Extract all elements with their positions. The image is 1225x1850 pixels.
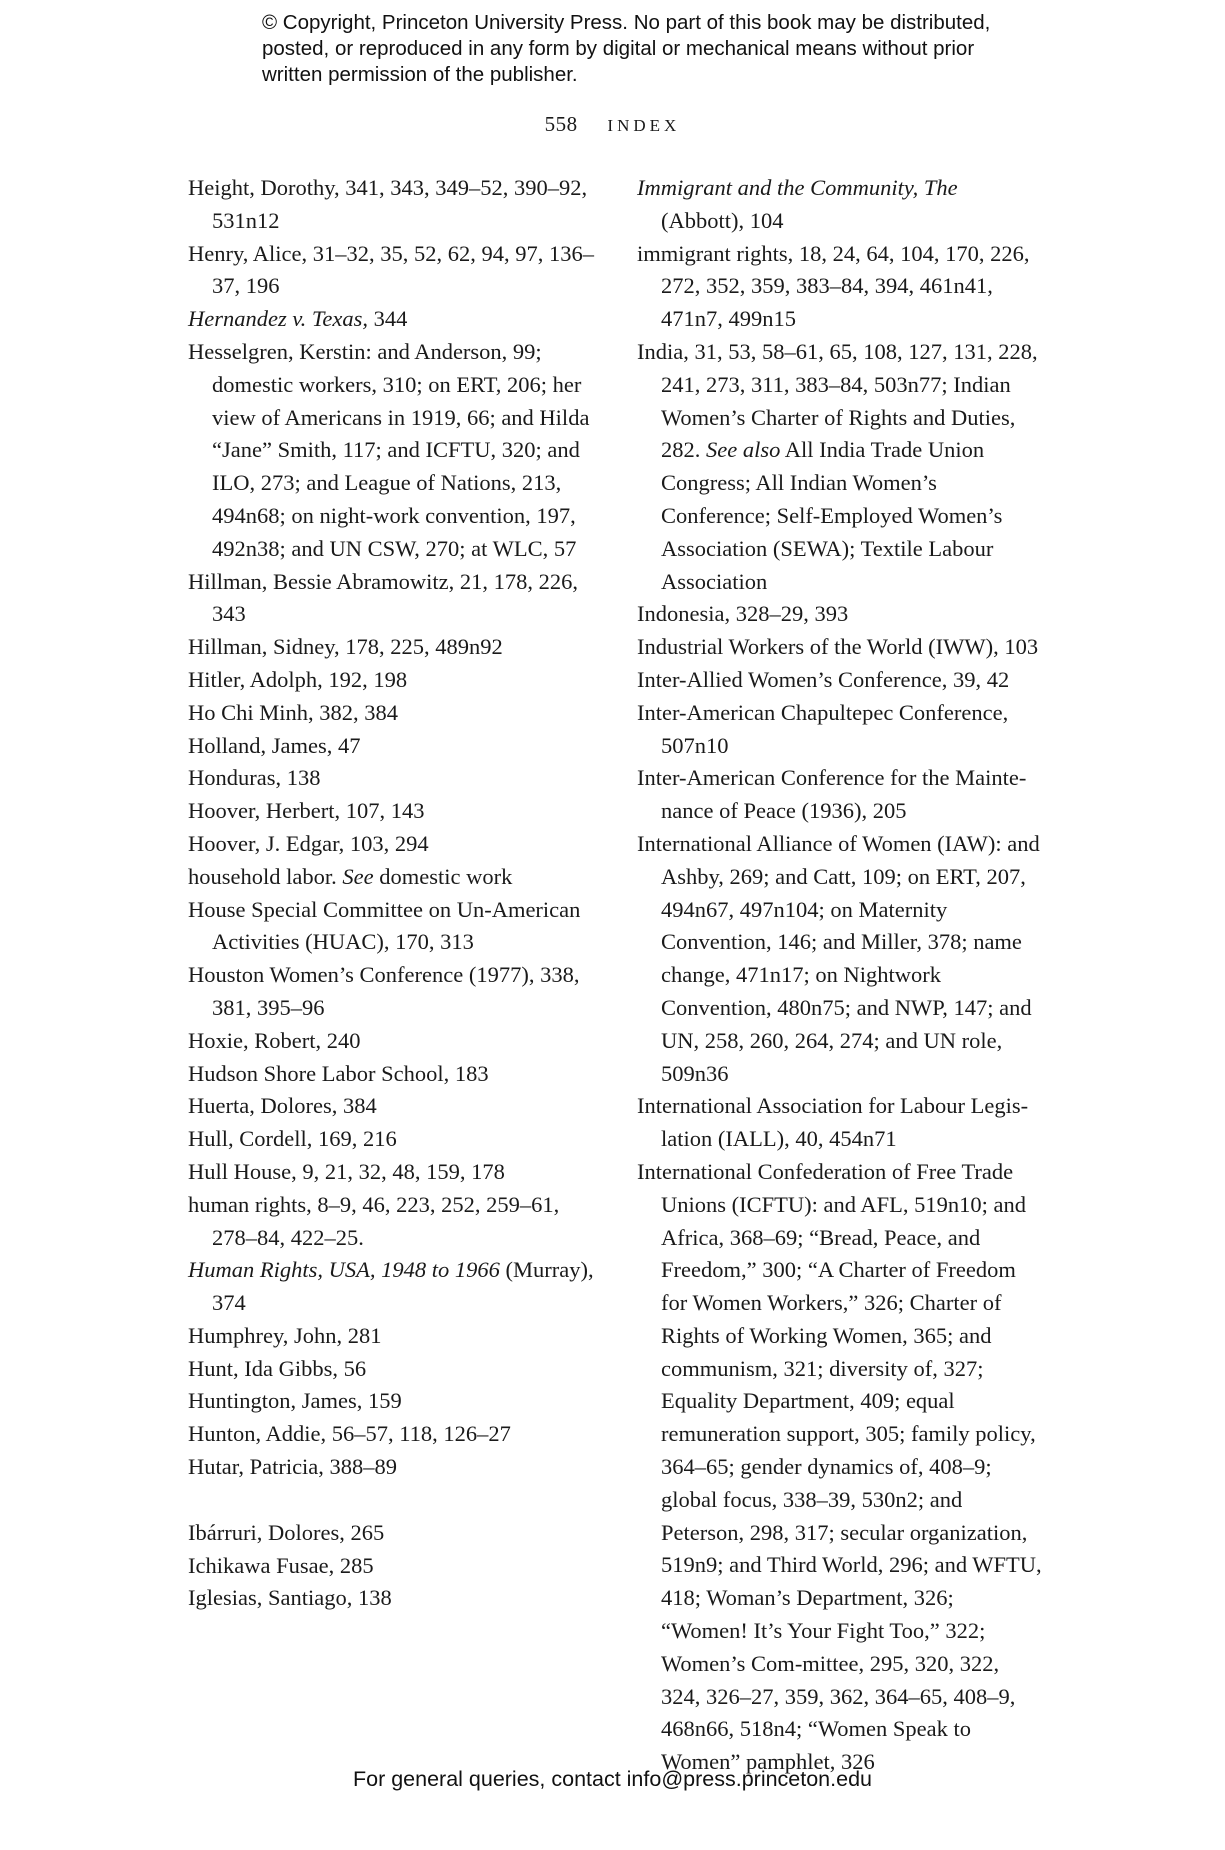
index-entry xyxy=(188,1451,598,1484)
index-entry xyxy=(188,336,598,566)
index-entry xyxy=(188,1156,598,1189)
index-entry xyxy=(188,762,598,795)
index-entry-text: Hull, Cordell, 169, 216 xyxy=(188,1126,397,1152)
index-entry-text: Holland, James, 47 xyxy=(188,732,361,758)
index-entry xyxy=(188,1353,598,1386)
index-entry-text: Ho Chi Minh, 382, 384 xyxy=(188,699,399,725)
index-column-left xyxy=(188,172,598,1615)
contact-footer: For general queries, contact info@press.princeton.edu xyxy=(352,1767,872,1791)
index-entry-text: Houston Women’s Conference (1977), 338, 381, 395–96 xyxy=(188,962,580,1020)
index-column-right xyxy=(637,172,1042,1779)
index-entry-text: 344 xyxy=(367,306,408,332)
index-entry-text: Iglesias, Santiago, 138 xyxy=(188,1585,392,1611)
index-entry xyxy=(188,1189,598,1255)
index-entry-text: Height, Dorothy, 341, 343, 349–52, 390–92, 531n12 xyxy=(188,175,588,233)
index-entry xyxy=(188,303,598,336)
index-entry xyxy=(188,1254,598,1320)
index-entry xyxy=(637,828,1042,1090)
index-entry xyxy=(188,1123,598,1156)
running-title: INDEX xyxy=(607,116,681,135)
copyright-notice: © Copyright, Princeton University Press. No part of this book may be distributed, posted, or reproduced in any form by digital or mechanical means without prior written permission of the publisher. xyxy=(262,11,991,86)
index-entry xyxy=(637,762,1042,828)
index-entry xyxy=(637,1090,1042,1156)
index-entry-text: Industrial Workers of the World (IWW), 103 xyxy=(637,634,1039,660)
index-entry-text: Henry, Alice, 31–32, 35, 52, 62, 94, 97, 136–37, 196 xyxy=(188,240,594,299)
index-entry-text: Huerta, Dolores, 384 xyxy=(188,1093,377,1119)
index-entry xyxy=(188,959,598,1025)
index-entry xyxy=(188,664,598,697)
index-entry-italic: Immigrant and the Community, The xyxy=(637,175,958,200)
index-entry-italic: Hernandez v. Texas, xyxy=(188,306,368,332)
index-entry xyxy=(637,1156,1042,1779)
index-entry-text: domestic work xyxy=(373,863,513,889)
index-entry-text: International Alliance of Women (IAW): and Ashby, 269; and Catt, 109; on ERT, 207, 494n67, 497n104; on Maternity Convention, 146; and Miller, 378; name change, 471n17; on Nightwork Convention, 480n75; and NWP, 147; and UN, 258, 260, 264, 274; and UN role, 509n36 xyxy=(637,830,1040,1086)
index-entry-text: Hillman, Bessie Abramowitz, 21, 178, 226, 343 xyxy=(188,568,578,627)
index-entry xyxy=(637,631,1042,664)
index-entry xyxy=(188,894,598,960)
index-entry-text: Hunt, Ida Gibbs, 56 xyxy=(188,1355,367,1381)
index-entry-text: International Association for Labour Legis-lation (IALL), 40, 454n71 xyxy=(637,1093,1029,1152)
index-entry-text: Ibárruri, Dolores, 265 xyxy=(188,1519,385,1545)
index-entry xyxy=(637,598,1042,631)
index-entry-italic: See xyxy=(342,863,374,889)
index-entry xyxy=(637,697,1042,763)
index-entry xyxy=(188,861,598,894)
index-entry xyxy=(188,1025,598,1058)
index-entry xyxy=(188,172,598,238)
index-entry-text: Honduras, 138 xyxy=(188,765,321,791)
index-entry xyxy=(188,1385,598,1418)
index-entry xyxy=(188,566,598,632)
letter-section-gap xyxy=(188,1484,598,1517)
index-entry-text: Hunton, Addie, 56–57, 118, 126–27 xyxy=(188,1421,511,1447)
index-entry xyxy=(188,1090,598,1123)
index-entry-text: Ichikawa Fusae, 285 xyxy=(188,1552,374,1578)
index-entry-text: (Abbott), 104 xyxy=(661,207,784,233)
index-entry-text: Hillman, Sidney, 178, 225, 489n92 xyxy=(188,634,503,660)
index-entry-text: International Confederation of Free Trade Unions (ICFTU): and AFL, 519n10; and Africa, 368–69; “Bread, Peace, and Freedom,” 300; “A Charter of Freedom for Women Workers,” 326; Charter of Rights of Working Women, 365; and communism, 321; diversity of, 327; Equality Department, 409; equal remuneration support, 305; family policy, 364–65; gender dynamics of, 408–9; global focus, 338–39, 530n2; and Peterson, 298, 317; secular organization, 519n9; and Third World, 296; and WFTU, 418; Woman’s Department, 326; “Women! It’s Your Fight Too,” 322; Women’s Com-mittee, 295, 320, 322, 324, 326–27, 359, 362, 364–65, 408–9, 468n66, 518n4; “Women Speak to Women” pamphlet, 326 xyxy=(637,1158,1042,1775)
index-entry-text: Huntington, James, 159 xyxy=(188,1388,402,1414)
index-entry-text: Hull House, 9, 21, 32, 48, 159, 178 xyxy=(188,1158,505,1184)
index-entry-text: Hutar, Patricia, 388–89 xyxy=(188,1454,398,1480)
index-entry xyxy=(188,1550,598,1583)
running-head xyxy=(0,112,1225,137)
index-entry xyxy=(188,828,598,861)
index-entry-text: Inter-American Chapultepec Conference, 507n10 xyxy=(637,699,1009,758)
index-entry-text: (Murray), 374 xyxy=(212,1257,594,1316)
index-entry xyxy=(188,1320,598,1353)
index-entry-text: Humphrey, John, 281 xyxy=(188,1322,382,1348)
index-entry-text: household labor. xyxy=(188,863,343,889)
index-entry-italic: Human Rights, USA, 1948 to 1966 xyxy=(188,1257,500,1283)
index-entry-text: India, 31, 53, 58–61, 65, 108, 127, 131, 228, 241, 273, 311, 383–84, 503n77; Indian Women’s Charter of Rights and Duties, 282. xyxy=(637,338,1038,463)
index-entry-text: Indonesia, 328–29, 393 xyxy=(637,601,849,627)
index-entry-text: Hoxie, Robert, 240 xyxy=(188,1027,361,1053)
index-entry xyxy=(188,631,598,664)
index-entry-text: All India Trade Union Congress; All Indian Women’s Conference; Self-Employed Women’s Association (SEWA); Textile Labour Association xyxy=(661,437,1003,594)
index-entry-text: Hitler, Adolph, 192, 198 xyxy=(188,666,408,692)
index-entry-text: human rights, 8–9, 46, 223, 252, 259–61, 278–84, 422–25. xyxy=(188,1191,560,1250)
index-entry-text: immigrant rights, 18, 24, 64, 104, 170, 226, 272, 352, 359, 383–84, 394, 461n41, 471n7, 499n15 xyxy=(637,240,1030,332)
index-entry xyxy=(188,697,598,730)
index-entry-text: Inter-American Conference for the Mainte-nance of Peace (1936), 205 xyxy=(637,765,1027,824)
index-entry xyxy=(188,1418,598,1451)
page-number: 558 xyxy=(544,112,578,136)
index-entry-text: Hoover, Herbert, 107, 143 xyxy=(188,798,425,824)
index-entry xyxy=(637,664,1042,697)
index-entry xyxy=(637,172,1042,238)
index-entry xyxy=(637,238,1042,336)
index-entry xyxy=(188,730,598,763)
index-entry xyxy=(188,1582,598,1615)
index-entry xyxy=(188,1058,598,1091)
index-entry-text: Hoover, J. Edgar, 103, 294 xyxy=(188,830,429,856)
index-entry xyxy=(188,1517,598,1550)
index-entry-italic: See also xyxy=(706,437,781,463)
index-entry-text: Inter-Allied Women’s Conference, 39, 42 xyxy=(637,666,1010,692)
index-entry xyxy=(188,238,598,304)
index-entry xyxy=(188,795,598,828)
index-entry-text: Hesselgren, Kerstin: and Anderson, 99; domestic workers, 310; on ERT, 206; her view of Americans in 1919, 66; and Hilda “Jane” Smith, 117; and ICFTU, 320; and ILO, 273; and League of Nations, 213, 494n68; on night-work convention, 197, 492n38; and UN CSW, 270; at WLC, 57 xyxy=(188,338,590,561)
index-entry-text: House Special Committee on Un-American Activities (HUAC), 170, 313 xyxy=(188,896,581,955)
index-entry-text: Hudson Shore Labor School, 183 xyxy=(188,1060,489,1086)
index-entry xyxy=(637,336,1042,598)
